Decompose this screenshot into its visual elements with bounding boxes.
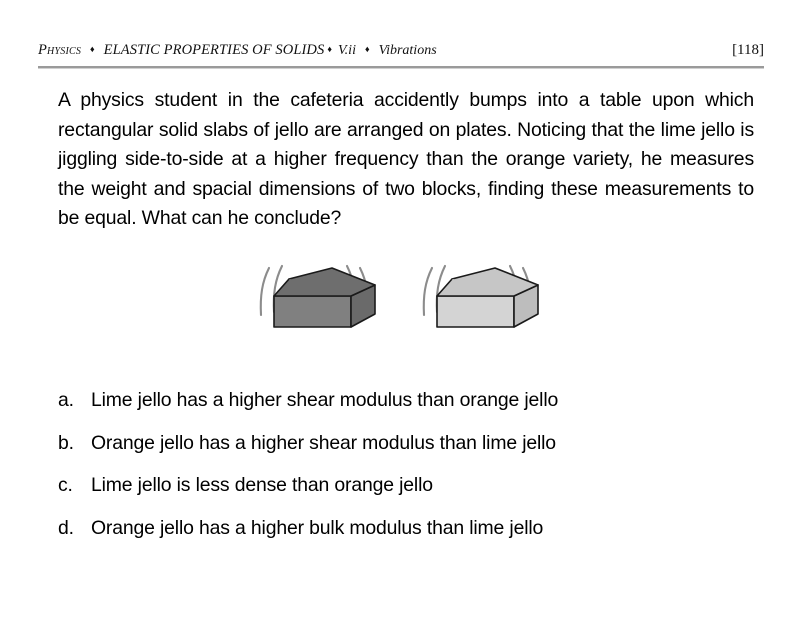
header-subject: Physics xyxy=(38,42,82,58)
header-separator-icon-2: ♦ xyxy=(327,44,332,54)
answer-choice-b-label: b. xyxy=(58,431,74,454)
header-separator-icon-1: ♦ xyxy=(90,44,95,54)
answer-choice-d[interactable] xyxy=(58,518,758,561)
answer-choice-a-text: Lime jello has a higher shear modulus than orange jello xyxy=(91,389,559,411)
answer-choice-b-text: Orange jello has a higher shear modulus than lime jello xyxy=(91,431,556,454)
header-separator-icon-3: ♦ xyxy=(364,44,370,54)
header-subsection: Vibrations xyxy=(378,43,437,58)
answer-choice-d-label: d. xyxy=(58,516,74,539)
header-section: V.ii xyxy=(337,43,356,58)
answer-choice-d-text: Orange jello has a higher bulk modulus than lime jello xyxy=(91,516,544,539)
answer-choice-c[interactable] xyxy=(58,475,758,518)
answer-choices-list xyxy=(58,390,758,560)
lime-block-front-face xyxy=(274,296,351,327)
answer-choice-c-label: c. xyxy=(58,474,73,496)
running-header xyxy=(38,42,764,68)
lime-jello-block-group xyxy=(261,266,375,327)
answer-choice-c-text: Lime jello is less dense than orange jello xyxy=(91,474,433,496)
page-number: [118] xyxy=(732,42,764,58)
answer-choice-b[interactable] xyxy=(58,433,758,476)
orange-block-front-face xyxy=(437,296,514,327)
figure-two-vibrating-jello-blocks xyxy=(248,252,564,362)
header-topic: ELASTIC PROPERTIES OF SOLIDS xyxy=(103,42,325,58)
orange-jello-block-group xyxy=(424,266,538,327)
answer-choice-a-label: a. xyxy=(58,389,74,411)
answer-choice-a[interactable] xyxy=(58,390,758,433)
header-divider xyxy=(38,66,764,68)
question-text: A physics student in the cafeteria accidently bumps into a table upon which rectangular solid slabs of jello are arranged on plates. Noticing that the lime jello is jiggling side-to-side at a higher frequency than the orange variety, he measures the weight and spacial dimensions of two blocks, finding these measurements to be equal. What can he conclude? xyxy=(58,89,754,230)
